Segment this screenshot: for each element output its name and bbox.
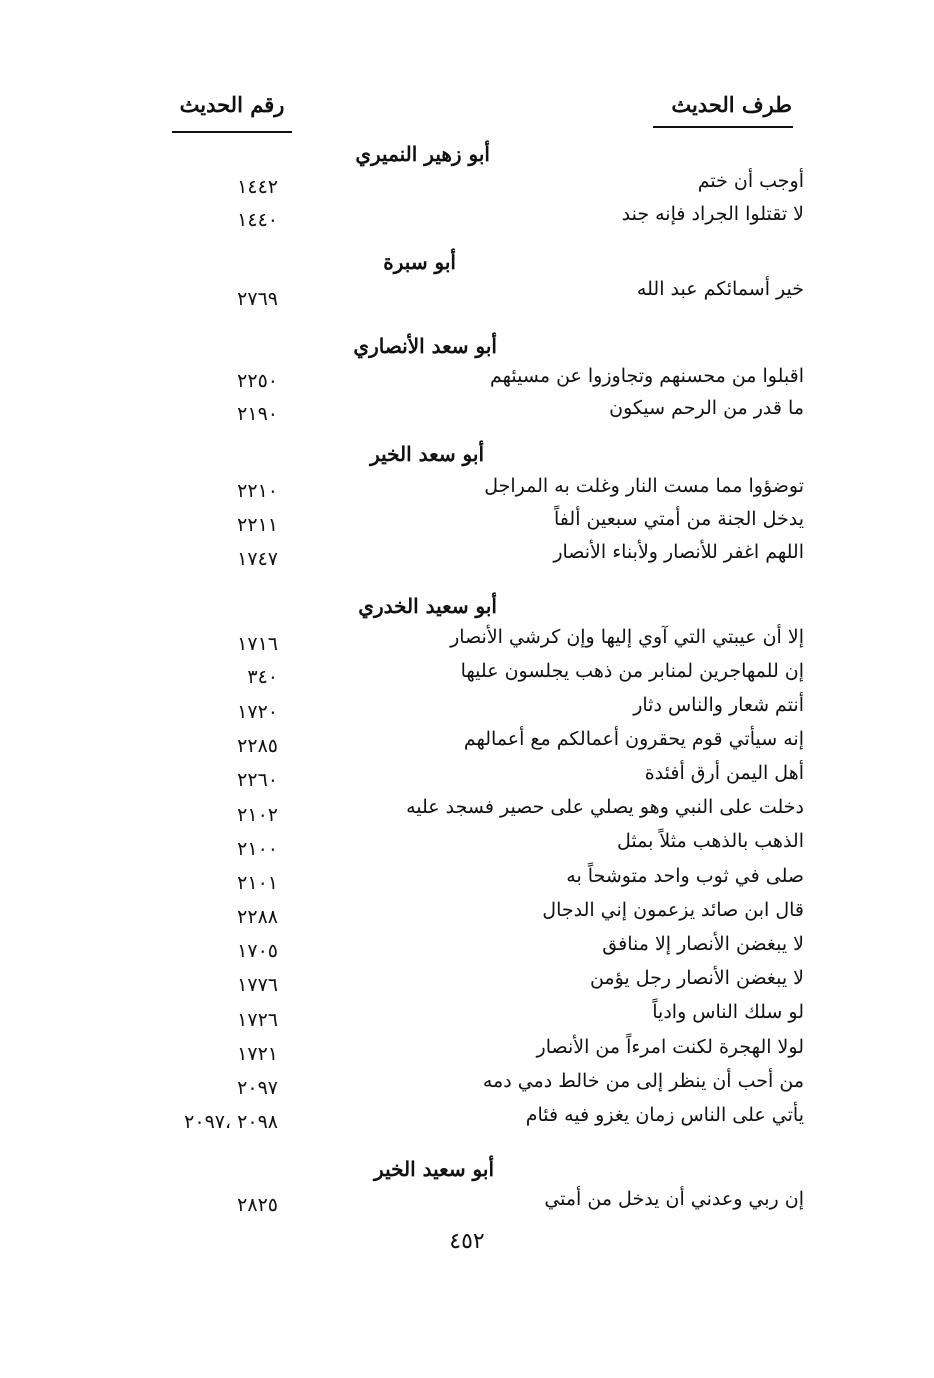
hadith-text: يدخل الجنة من أمتي سبعين ألفاً	[554, 508, 804, 530]
hadith-number: ١٧١٦	[237, 633, 278, 655]
hadith-text: اقبلوا من محسنهم وتجاوزوا عن مسيئهم	[490, 365, 804, 387]
hadith-text: توضؤوا مما مست النار وغلت به المراجل	[484, 475, 804, 497]
hadith-number: ١٧٢٦	[237, 1009, 278, 1031]
hadith-text: إن ربي وعدني أن يدخل من أمتي	[544, 1188, 804, 1210]
narrator-heading: أبو سعيد الخدري	[358, 594, 497, 618]
hadith-number: ١٧٢٠	[237, 701, 278, 723]
narrator-heading: أبو سعد الأنصاري	[353, 334, 497, 358]
hadith-number: ١٧٧٦	[237, 974, 278, 996]
narrator-heading: أبو سعد الخير	[370, 442, 484, 466]
narrator-heading: أبو سبرة	[383, 250, 456, 274]
hadith-text: الذهب بالذهب مثلاً بمثل	[617, 830, 804, 852]
hadith-number: ٢٠٩٨ ،٢٠٩٧	[184, 1111, 278, 1133]
hadith-number: ٢٧٦٩	[237, 288, 278, 310]
hadith-text: دخلت على النبي وهو يصلي على حصير فسجد عليه	[406, 796, 804, 818]
hadith-text: أهل اليمن أرق أفئدة	[644, 762, 804, 784]
hadith-number: ٢١٠١	[237, 872, 278, 894]
hadith-number: ١٧٢١	[237, 1043, 278, 1065]
hadith-text: قال ابن صائد يزعمون إني الدجال	[542, 899, 804, 921]
number-column-header: رقم الحديث	[179, 92, 285, 117]
hadith-column-header: طرف الحديث	[671, 92, 792, 117]
hadith-text: لولا الهجرة لكنت امرءاً من الأنصار	[536, 1036, 804, 1058]
hadith-number: ١٤٤٠	[237, 209, 278, 231]
hadith-text: اللهم اغفر للأنصار ولأبناء الأنصار	[553, 541, 804, 563]
hadith-number: ٢١٠٢	[237, 804, 278, 826]
hadith-number: ٢٠٩٧	[237, 1077, 278, 1099]
hadith-text: أوجب أن ختم	[697, 170, 804, 192]
hadith-number: ٢٢١٠	[237, 480, 278, 502]
hadith-text: أنتم شعار والناس دثار	[633, 694, 804, 716]
hadith-text: إلا أن عيبتي التي آوي إليها وإن كرشي الأنصار	[450, 626, 804, 648]
hadith-text: لو سلك الناس وادياً	[652, 1001, 804, 1023]
narrator-heading: أبو زهير النميري	[355, 142, 490, 166]
hadith-text: إنه سيأتي قوم يحقرون أعمالكم مع أعمالهم	[463, 728, 804, 750]
hadith-text: من أحب أن ينظر إلى من خالط دمي دمه	[482, 1070, 804, 1092]
hadith-number: ١٧٤٧	[237, 548, 278, 570]
hadith-number: ٢٢٥٠	[237, 370, 278, 392]
hadith-number: ٢٢٨٥	[237, 735, 278, 757]
narrator-heading: أبو سعيد الخير	[374, 1157, 494, 1181]
hadith-text: ما قدر من الرحم سيكون	[609, 397, 804, 419]
hadith-number: ٢٢٨٨	[237, 906, 278, 928]
hadith-text: إن للمهاجرين لمنابر من ذهب يجلسون عليها	[460, 660, 804, 682]
hadith-text: صلى في ثوب واحد متوشحاً به	[566, 865, 804, 887]
hadith-number: ٢٨٢٥	[237, 1194, 278, 1216]
hadith-text: خير أسمائكم عبد الله	[636, 278, 804, 300]
hadith-text: لا يبغضن الأنصار رجل يؤمن	[589, 967, 804, 989]
hadith-header-underline	[653, 126, 793, 128]
hadith-number: ٢١٩٠	[237, 403, 278, 425]
hadith-text: يأتي على الناس زمان يغزو فيه فئام	[525, 1104, 804, 1126]
hadith-number: ٣٤٠	[247, 666, 278, 688]
hadith-number: ١٤٤٢	[237, 176, 278, 198]
hadith-number: ١٧٠٥	[237, 940, 278, 962]
hadith-text: لا يبغضن الأنصار إلا منافق	[602, 933, 804, 955]
hadith-text: لا تقتلوا الجراد فإنه جند	[621, 203, 804, 225]
number-header-underline	[172, 131, 292, 133]
page-number: ٤٥٢	[449, 1229, 485, 1254]
hadith-number: ٢٢١١	[237, 514, 278, 536]
hadith-number: ٢١٠٠	[237, 838, 278, 860]
hadith-number: ٢٢٦٠	[237, 769, 278, 791]
